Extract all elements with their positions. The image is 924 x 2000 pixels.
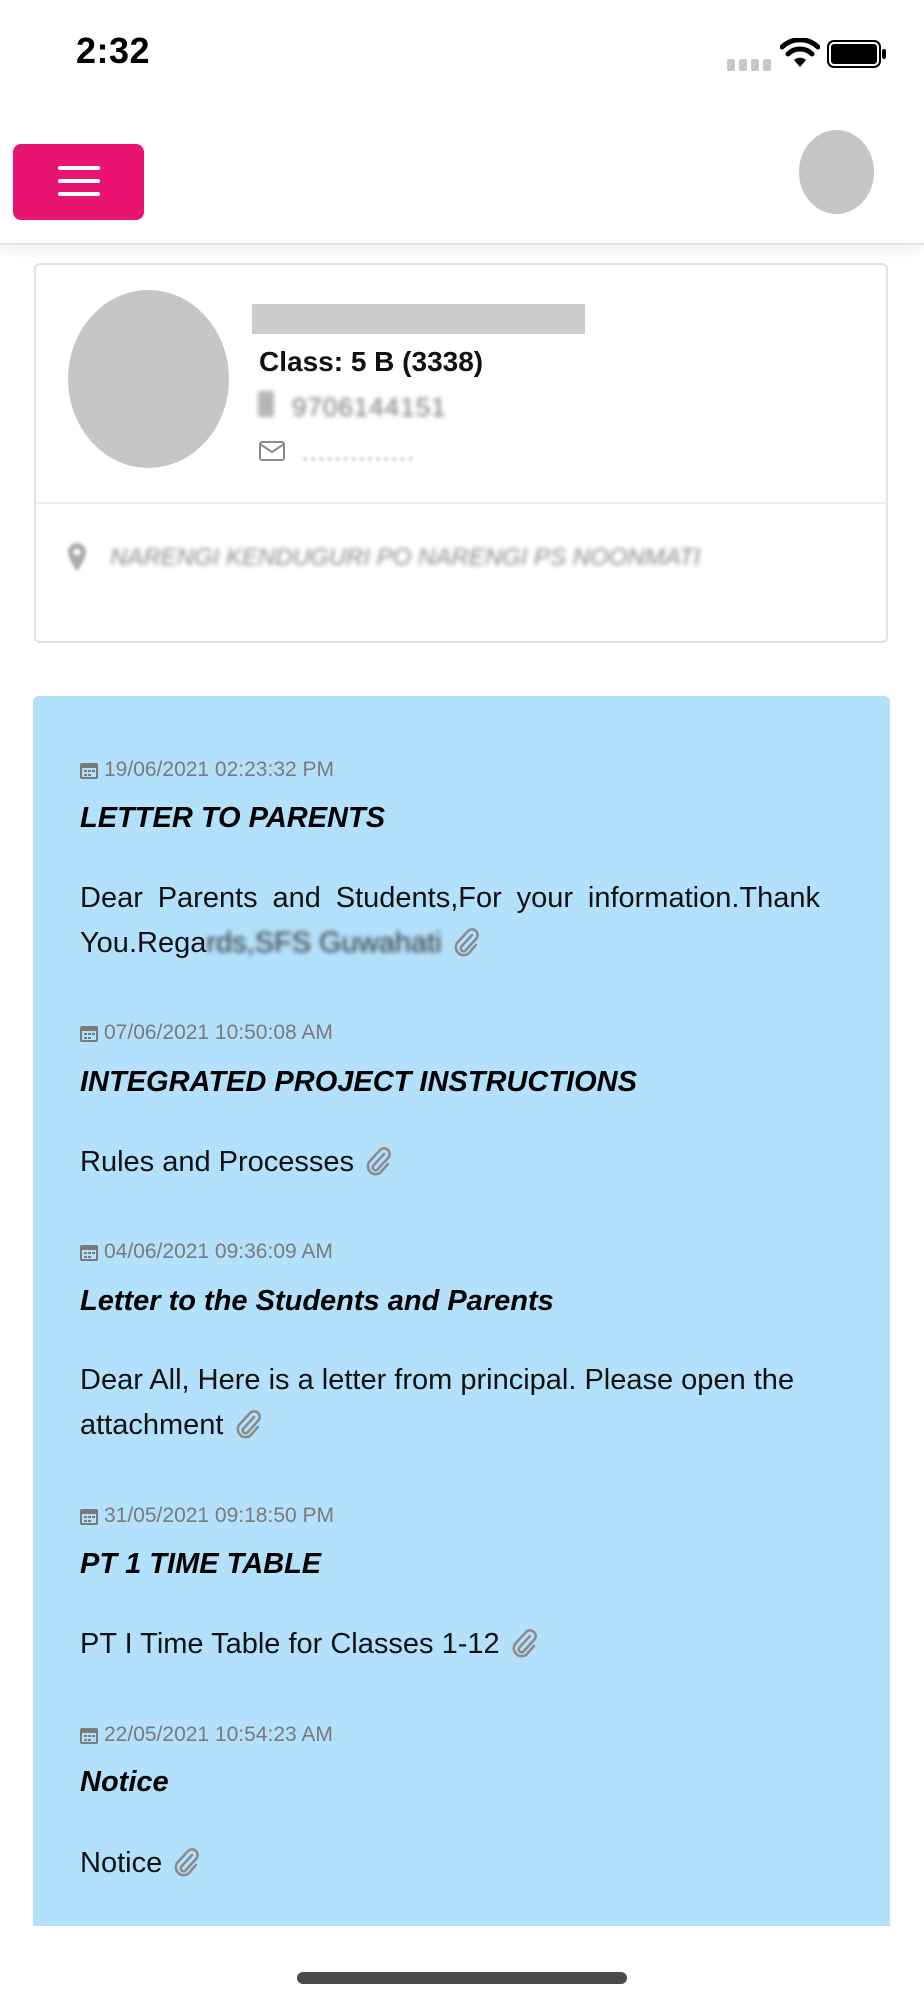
calendar-icon bbox=[80, 1024, 98, 1042]
notice-date: 31/05/2021 09:18:50 PM bbox=[80, 1504, 334, 1528]
notice-body[interactable]: PT I Time Table for Classes 1-12 bbox=[80, 1622, 820, 1667]
notice-date: 19/06/2021 02:23:32 PM bbox=[80, 758, 334, 782]
student-phone: 9706144151 bbox=[292, 392, 447, 422]
student-name-redacted bbox=[252, 304, 585, 334]
student-email: .............. bbox=[302, 440, 416, 465]
paperclip-icon[interactable] bbox=[232, 1408, 262, 1440]
mail-icon bbox=[258, 440, 286, 462]
student-class: Class: 5 B (3338) bbox=[259, 346, 484, 377]
wifi-icon bbox=[780, 38, 820, 70]
battery-icon bbox=[827, 40, 887, 68]
notice-title[interactable]: PT 1 TIME TABLE bbox=[80, 1548, 322, 1580]
notice-date: 07/06/2021 10:50:08 AM bbox=[80, 1021, 333, 1045]
card-divider bbox=[36, 502, 886, 504]
student-photo bbox=[68, 290, 229, 468]
menu-button[interactable] bbox=[13, 144, 144, 220]
phone-icon bbox=[258, 391, 274, 417]
calendar-icon bbox=[80, 761, 98, 779]
notice-body[interactable]: Dear All, Here is a letter from principal. Please open the attachment bbox=[80, 1364, 795, 1441]
paperclip-icon[interactable] bbox=[362, 1145, 392, 1177]
notice-body[interactable]: Dear Parents and Students,For your information.Thank You.Regards,SFS Guwahati bbox=[80, 882, 820, 959]
notice-title[interactable]: Notice bbox=[80, 1766, 169, 1798]
notice-date: 04/06/2021 09:36:09 AM bbox=[80, 1240, 333, 1264]
calendar-icon bbox=[80, 1726, 98, 1744]
paperclip-icon[interactable] bbox=[450, 926, 480, 958]
paperclip-icon[interactable] bbox=[170, 1846, 200, 1878]
cellular-signal-icon bbox=[727, 59, 771, 71]
user-avatar[interactable] bbox=[799, 130, 874, 214]
location-pin-icon bbox=[66, 542, 88, 572]
student-address: NARENGI KENDUGURI PO NARENGI PS NOONMATI bbox=[110, 544, 701, 571]
menu-icon bbox=[58, 166, 100, 196]
notice-body[interactable]: Rules and Processes bbox=[80, 1140, 820, 1185]
notice-title[interactable]: Letter to the Students and Parents bbox=[80, 1285, 554, 1317]
calendar-icon bbox=[80, 1507, 98, 1525]
status-time: 2:32 bbox=[76, 30, 151, 71]
notice-title[interactable]: LETTER TO PARENTS bbox=[80, 802, 386, 834]
notice-date: 22/05/2021 10:54:23 AM bbox=[80, 1723, 333, 1747]
notice-body[interactable]: Notice bbox=[80, 1841, 820, 1886]
calendar-icon bbox=[80, 1243, 98, 1261]
paperclip-icon[interactable] bbox=[508, 1627, 538, 1659]
home-indicator[interactable] bbox=[297, 1972, 627, 1984]
notice-title[interactable]: INTEGRATED PROJECT INSTRUCTIONS bbox=[80, 1066, 637, 1098]
